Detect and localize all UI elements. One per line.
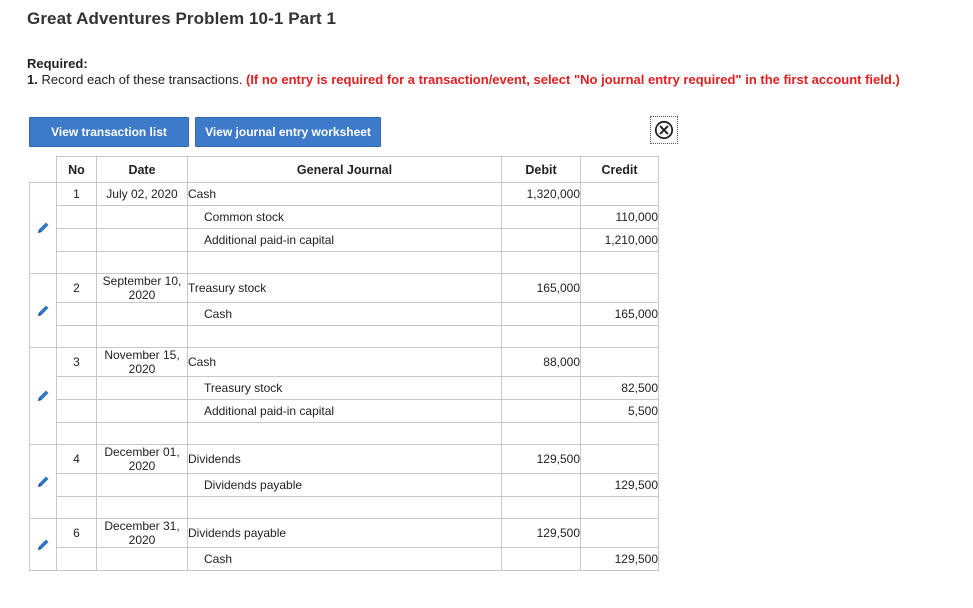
debit-cell: [502, 303, 581, 326]
entry-no: 2: [57, 274, 97, 303]
account-cell: Treasury stock: [188, 274, 502, 303]
debit-cell: 88,000: [502, 348, 581, 377]
header-date: Date: [97, 157, 188, 183]
debit-cell: 1,320,000: [502, 183, 581, 206]
header-general-journal: General Journal: [188, 157, 502, 183]
account-cell: Additional paid-in capital: [188, 400, 502, 423]
table-row: [30, 474, 659, 497]
spacer-row: [30, 497, 659, 519]
spacer-row: [30, 423, 659, 445]
pencil-icon: [35, 474, 51, 490]
account-cell: Dividends payable: [188, 519, 502, 548]
account-cell: Cash: [188, 348, 502, 377]
account-cell: Common stock: [188, 206, 502, 229]
entry-no: 3: [57, 348, 97, 377]
debit-cell: [502, 206, 581, 229]
entry-date: December 01, 2020: [97, 445, 188, 474]
table-row: [30, 445, 659, 474]
header-no: No: [57, 157, 97, 183]
table-row: [30, 183, 659, 206]
credit-cell: 165,000: [581, 303, 659, 326]
credit-cell: 1,210,000: [581, 229, 659, 252]
pencil-icon: [35, 537, 51, 553]
required-number: 1.: [27, 72, 38, 87]
entry-date: November 15, 2020: [97, 348, 188, 377]
debit-cell: [502, 548, 581, 571]
credit-cell: 110,000: [581, 206, 659, 229]
spacer-row: [30, 252, 659, 274]
account-cell: Dividends payable: [188, 474, 502, 497]
edit-entry-button[interactable]: [30, 183, 57, 274]
required-note: (If no entry is required for a transaction/event, select "No journal entry required" in the first account field.): [245, 72, 900, 87]
view-transaction-list-button[interactable]: View transaction list: [29, 117, 189, 147]
account-cell: Cash: [188, 548, 502, 571]
table-row: [30, 519, 659, 548]
edit-entry-button[interactable]: [30, 274, 57, 348]
credit-cell: [581, 348, 659, 377]
pencil-icon: [35, 220, 51, 236]
credit-cell: 82,500: [581, 377, 659, 400]
journal-table: [29, 156, 659, 571]
debit-cell: [502, 400, 581, 423]
entry-date: September 10, 2020: [97, 274, 188, 303]
spacer-row: [30, 326, 659, 348]
close-button[interactable]: [650, 116, 678, 144]
credit-cell: 5,500: [581, 400, 659, 423]
required-instruction: [27, 72, 900, 87]
table-row: [30, 400, 659, 423]
credit-cell: 129,500: [581, 548, 659, 571]
edit-entry-button[interactable]: [30, 348, 57, 445]
table-row: [30, 229, 659, 252]
account-cell: Cash: [188, 183, 502, 206]
pencil-icon: [35, 303, 51, 319]
entry-no: 4: [57, 445, 97, 474]
debit-cell: [502, 377, 581, 400]
table-row: [30, 274, 659, 303]
required-label: Required:: [27, 56, 88, 71]
credit-cell: [581, 519, 659, 548]
credit-cell: 129,500: [581, 474, 659, 497]
entry-no: 1: [57, 183, 97, 206]
table-row: [30, 303, 659, 326]
table-row: [30, 206, 659, 229]
entry-no: 6: [57, 519, 97, 548]
pencil-icon: [35, 388, 51, 404]
page-title: Great Adventures Problem 10-1 Part 1: [27, 9, 337, 28]
header-debit: Debit: [502, 157, 581, 183]
view-journal-entry-worksheet-button[interactable]: View journal entry worksheet: [195, 117, 381, 147]
account-cell: Additional paid-in capital: [188, 229, 502, 252]
debit-cell: [502, 229, 581, 252]
close-circle-icon: [654, 120, 674, 140]
account-cell: Dividends: [188, 445, 502, 474]
credit-cell: [581, 445, 659, 474]
debit-cell: 129,500: [502, 445, 581, 474]
entry-date: December 31, 2020: [97, 519, 188, 548]
account-cell: Cash: [188, 303, 502, 326]
table-header-row: [30, 157, 659, 183]
debit-cell: 165,000: [502, 274, 581, 303]
account-cell: Treasury stock: [188, 377, 502, 400]
credit-cell: [581, 183, 659, 206]
table-row: [30, 377, 659, 400]
table-row: [30, 548, 659, 571]
debit-cell: [502, 474, 581, 497]
edit-entry-button[interactable]: [30, 445, 57, 519]
debit-cell: 129,500: [502, 519, 581, 548]
header-credit: Credit: [581, 157, 659, 183]
required-text: Record each of these transactions.: [41, 72, 243, 87]
credit-cell: [581, 274, 659, 303]
table-row: [30, 348, 659, 377]
entry-date: July 02, 2020: [97, 183, 188, 206]
edit-entry-button[interactable]: [30, 519, 57, 571]
